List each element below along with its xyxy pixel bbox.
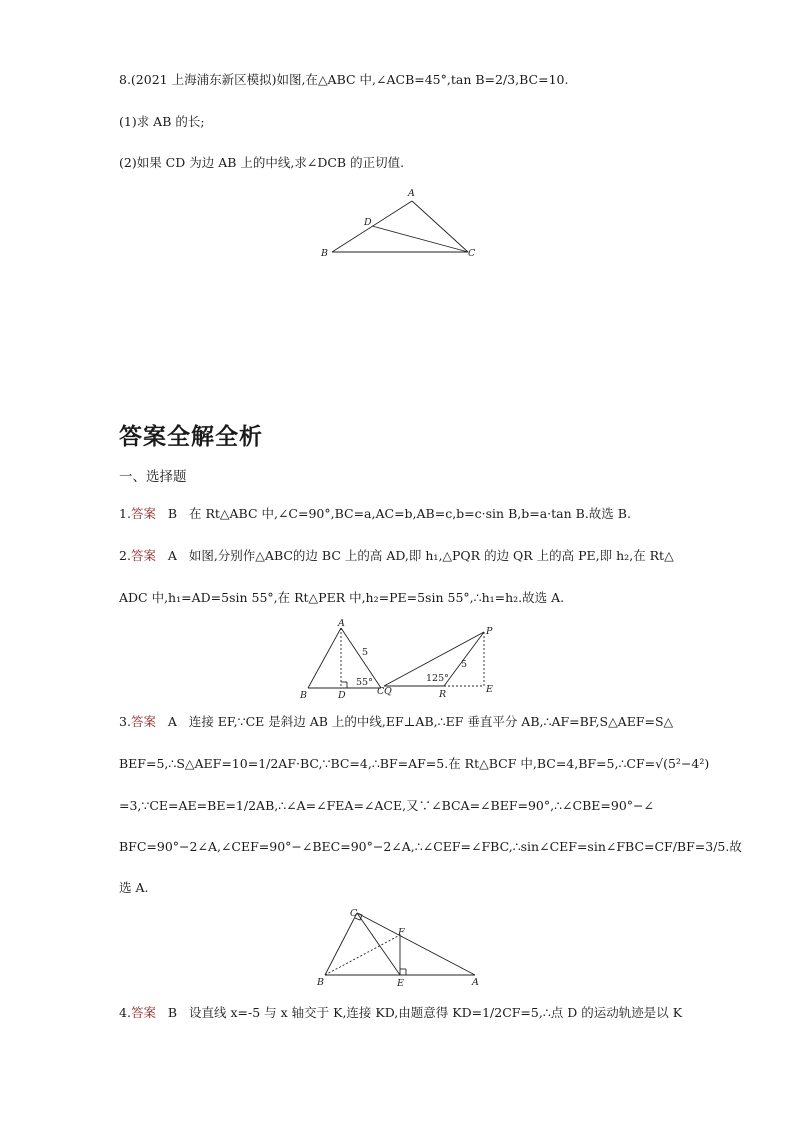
- answer-2-num: 2.: [119, 548, 131, 563]
- fig2-label-d: D: [338, 690, 346, 701]
- answer-2-line2: ADC 中,h₁=AD=5sin 55°,在 Rt△PER 中,h₂=PE=5sin 55°,∴h₁=h₂.故选 A.: [119, 590, 565, 605]
- fig3-label-e: E: [397, 978, 404, 989]
- answer-4-choice: B: [167, 1005, 178, 1020]
- answer-2-line1: [119, 548, 674, 564]
- answer-3-line4: BFC=90°−2∠A,∠CEF=90°−∠BEC=90°−2∠A,∴∠CEF=∠FBC,∴sin∠CEF=sin∠FBC=CF/BF=3/5.故: [119, 839, 742, 854]
- answer-3-text-1: 连接 EF,∵CE 是斜边 AB 上的中线,EF⊥AB,∴EF 垂直平分 AB,∴AF=BF,S△AEF=S△: [188, 714, 674, 729]
- answer-1-choice: B: [167, 506, 178, 521]
- fig8-label-d: D: [364, 217, 372, 228]
- answer-4-label: 答案: [130, 1005, 156, 1020]
- fig8-label-c: C: [468, 248, 476, 259]
- fig3-label-f: F: [398, 927, 405, 938]
- answer-2-choice: A: [167, 548, 177, 563]
- fig2-label-e: E: [486, 684, 493, 695]
- fig2-label-a: A: [338, 618, 345, 629]
- answer-4: [119, 1005, 682, 1021]
- q8-part2: (2)如果 CD 为边 AB 上的中线,求∠DCB 的正切值.: [119, 155, 405, 170]
- figure-q8-triangle: [318, 185, 478, 263]
- answer-3-line3: =3,∵CE=AE=BE=1/2AB,∴∠A=∠FEA=∠ACE,又∵∠BCA=∠BEF=90°,∴∠CBE=90°−∠: [119, 798, 654, 813]
- fig3-label-b: B: [317, 977, 324, 988]
- figure-answer-3: [315, 905, 485, 990]
- answer-3-line2: BEF=5,∴S△AEF=10=1/2AF·BC,∵BC=4,∴BF=AF=5.在 Rt△BCF 中,BC=4,BF=5,∴CF=√(5²−4²): [119, 756, 710, 771]
- answer-1: [119, 506, 631, 522]
- answer-3-label: 答案: [130, 714, 156, 729]
- answer-1-label: 答案: [130, 506, 156, 521]
- answer-2-label: 答案: [130, 548, 156, 563]
- fig2-label-5b: 5: [461, 659, 468, 670]
- fig8-label-a: A: [408, 188, 415, 199]
- q8-line1: 8.(2021 上海浦东新区模拟)如图,在△ABC 中,∠ACB=45°,tan B=2/3,BC=10.: [119, 72, 569, 87]
- answer-3-line1: [119, 714, 673, 730]
- fig3-label-a: A: [472, 977, 479, 988]
- answer-3-line5: 选 A.: [119, 880, 149, 895]
- fig8-label-b: B: [321, 248, 328, 259]
- figure-answer-2: [298, 620, 498, 700]
- section-choice-title: 一、选择题: [119, 469, 187, 485]
- fig2-label-c: C: [377, 686, 385, 697]
- fig3-label-c: C: [350, 908, 358, 919]
- answer-2-text-1: 如图,分别作△ABC的边 BC 上的高 AD,即 h₁,△PQR 的边 QR 上的高 PE,即 h₂,在 Rt△: [188, 548, 674, 563]
- answer-1-text: 在 Rt△ABC 中,∠C=90°,BC=a,AC=b,AB=c,b=c·sin B,b=a·tan B.故选 B.: [188, 506, 631, 521]
- answer-3-choice: A: [167, 714, 177, 729]
- q8-part1: (1)求 AB 的长;: [119, 114, 205, 129]
- fig2-label-5a: 5: [362, 647, 369, 658]
- fig2-label-125: 125°: [426, 673, 449, 684]
- fig2-label-55: 55°: [356, 677, 373, 688]
- fig2-label-p: P: [486, 626, 493, 637]
- answer-4-num: 4.: [119, 1005, 131, 1020]
- fig2-label-b: B: [300, 690, 307, 701]
- answer-4-text: 设直线 x=-5 与 x 轴交于 K,连接 KD,由题意得 KD=1/2CF=5,∴点 D 的运动轨迹是以 K: [188, 1005, 683, 1020]
- fig2-label-r: R: [439, 689, 447, 700]
- fig2-label-q: Q: [384, 686, 392, 697]
- answer-1-num: 1.: [119, 506, 131, 521]
- answer-3-num: 3.: [119, 714, 131, 729]
- answers-title: 答案全解全析: [119, 424, 263, 450]
